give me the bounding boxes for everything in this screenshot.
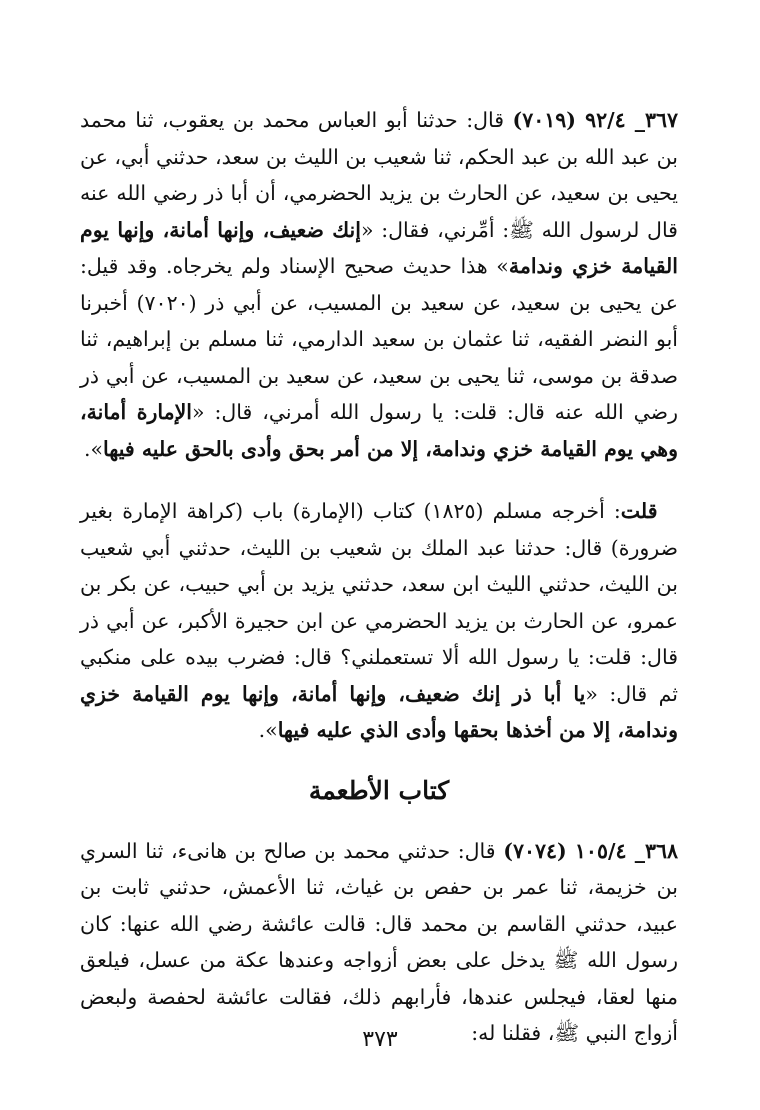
- hadith-367-text-2: » هذا حديث صحيح الإسناد ولم يخرجاه. وقد قيل: عن يحيى بن سعيد، عن سعيد بن المسيب، عن أبي ذر (٧٠٢٠) أخبرنا أبو النضر الفقيه، ثنا عثمان بن سعيد الدارمي، ثنا مسلم بن إبراهيم، ثنا صدقة بن موسى، ثنا يحيى بن سعيد، عن سعيد بن المسيب، عن أبي ذر رضي الله عنه قال: قلت: يا رسول الله أمرني، قال: «: [80, 254, 678, 424]
- hadith-367-number: ٣٦٧_ ٩٢/٤ (٧٠١٩): [512, 108, 678, 132]
- hadith-367-quote-1: إنك ضعيف، وإنها أمانة، وإنها يوم القيامة خزي وندامة: [80, 217, 679, 278]
- note-label: قلت: [620, 499, 658, 523]
- note-367-paragraph: [80, 493, 678, 749]
- hadith-368: [80, 833, 678, 1052]
- note-367-text-2: ».: [258, 718, 278, 742]
- chapter-title: كتاب الأطعمة: [308, 775, 450, 805]
- hadith-368-number: ٣٦٨_ ١٠٥/٤ (٧٠٧٤): [503, 838, 678, 863]
- hadith-368-paragraph: [80, 833, 678, 1052]
- hadith-367-text-3: ».: [83, 436, 103, 461]
- note-367-text-1: : أخرجه مسلم (١٨٢٥) كتاب (الإمارة) باب (كراهة الإمارة بغير ضرورة) قال: حدثنا عبد الملك بن شعيب بن الليث، حدثني أبي شعيب بن الليث، حدثني الليث ابن سعد، حدثني يزيد بن أبي حبيب، عن بكر بن عمرو، عن الحارث بن يزيد الحضرمي عن ابن حجيرة الأكبر، عن أبي ذر قال: قلت: يا رسول الله ألا تستعملني؟ قال: فضرب بيده على منكبي ثم قال: «: [80, 499, 678, 706]
- hadith-367-text-1: قال: حدثنا أبو العباس محمد بن يعقوب، ثنا محمد بن عبد الله بن عبد الحكم، ثنا شعيب بن الليث بن سعد، حدثني أبي، عن يحيى بن سعيد، عن الحارث بن يزيد الحضرمي، أن أبا ذر رضي الله عنه قال لرسول الله ﷺ: أمِّرني، فقال: «: [80, 108, 678, 242]
- hadith-367-paragraph: [80, 102, 678, 467]
- spacer: [80, 467, 678, 493]
- hadith-368-text: قال: حدثني محمد بن صالح بن هانىء، ثنا السري بن خزيمة، ثنا عمر بن حفص بن غياث، ثنا الأعمش، حدثني ثابت بن عبيد، حدثني القاسم بن محمد قال: قالت عائشة رضي الله عنها: كان رسول الله ﷺ يدخل على بعض أزواجه وعندها عكة من عسل، فيلعق منها لعقا، فيجلس عندها، فأرابهم ذلك، فقالت عائشة لحفصة ولبعض أزواج النبي ﷺ، فقلنا له:: [80, 838, 678, 1045]
- note-367-quote: يا أبا ذر إنك ضعيف، وإنها أمانة، وإنها يوم القيامة خزي وندامة، إلا من أخذها بحقها وأدى الذي عليه فيها: [80, 681, 678, 742]
- page-number: ٣٧٣: [362, 1027, 398, 1052]
- hadith-367-quote-2: الإمارة أمانة، وهي يوم القيامة خزي وندامة، إلا من أمر بحق وأدى بالحق عليه فيها: [80, 400, 678, 461]
- note-367: [80, 493, 678, 749]
- hadith-367: [80, 102, 678, 467]
